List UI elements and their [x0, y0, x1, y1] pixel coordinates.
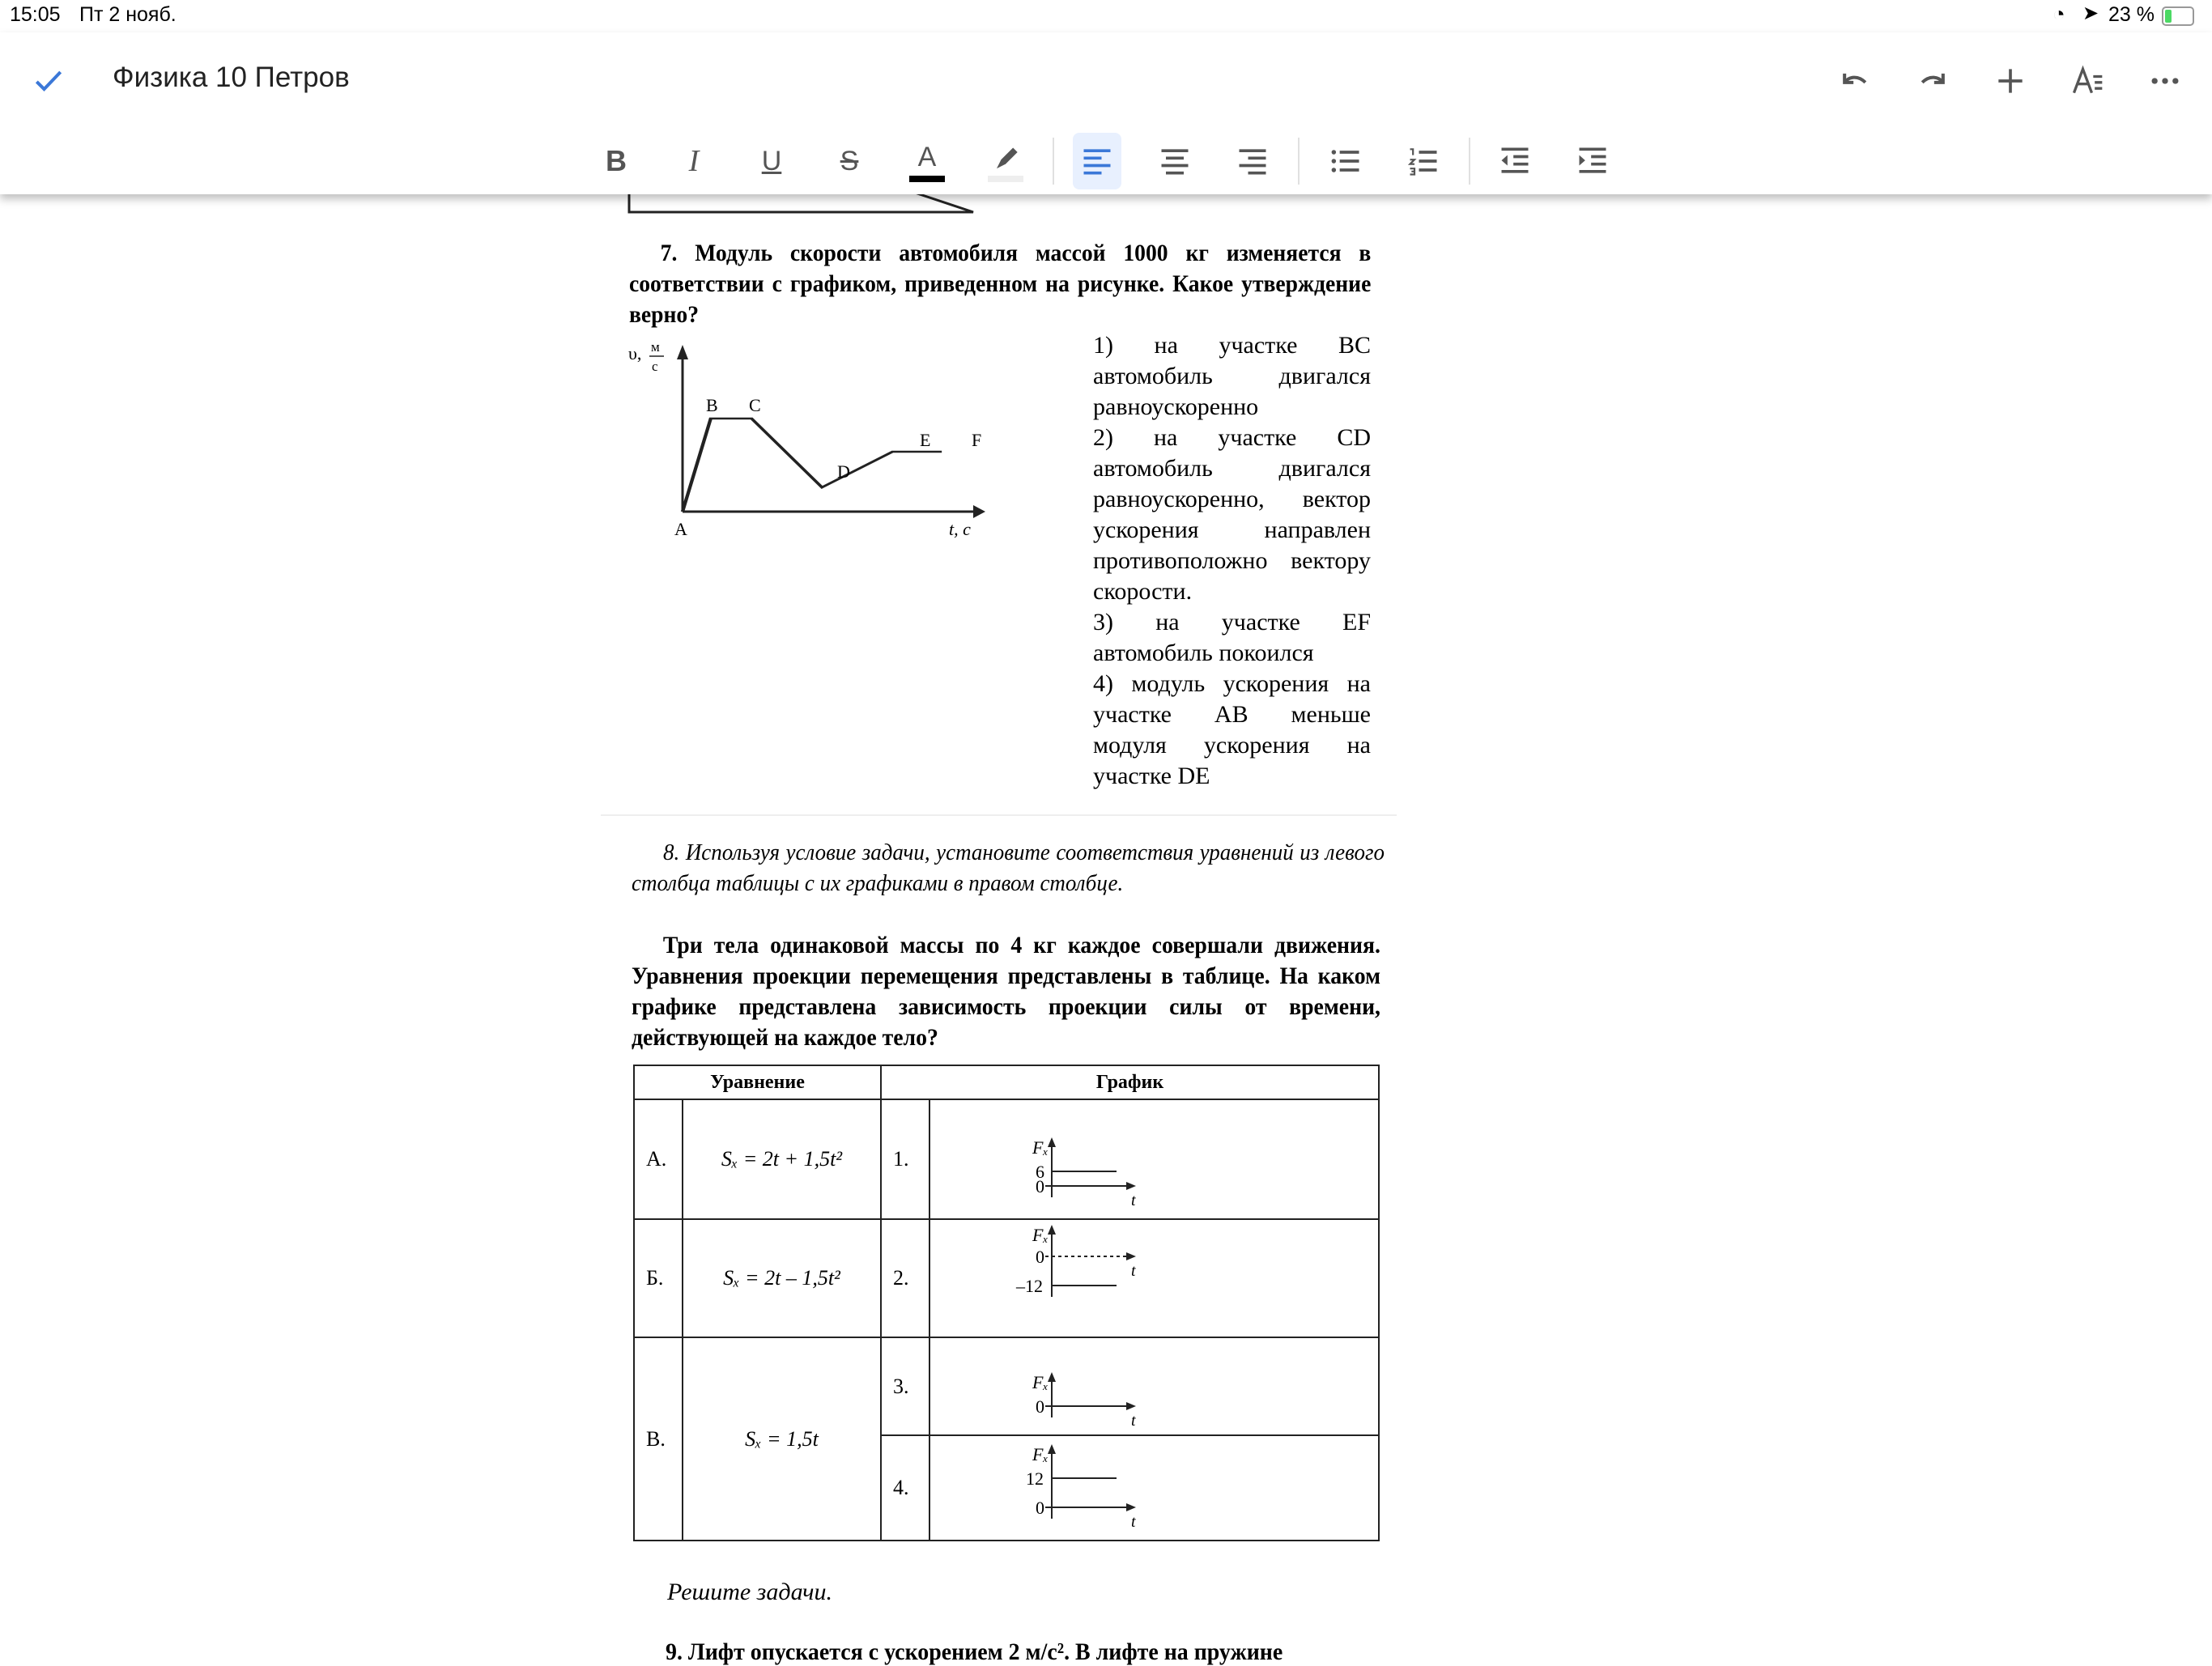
answer-option-1[interactable]: 1) на участке BC автомобиль двигался равноускоренно	[1093, 332, 1371, 420]
y-axis-arrow-icon	[1048, 1225, 1056, 1235]
italic-icon[interactable]: I	[688, 144, 700, 178]
status-date: Пт 2 нояб.	[79, 3, 177, 26]
insert-icon[interactable]	[1986, 57, 2035, 105]
document-title: Физика 10 Петров	[113, 62, 350, 93]
battery-percent: 23 %	[2108, 3, 2155, 26]
page-divider	[601, 814, 1397, 816]
strikethrough-icon[interactable]: S	[840, 145, 859, 176]
done-check-icon[interactable]	[24, 57, 73, 105]
row-letter: Б.	[634, 1219, 683, 1337]
undo-icon[interactable]	[1831, 57, 1879, 105]
y-axis-label: Fₓ	[1032, 1372, 1049, 1392]
wifi-icon: ◔	[2052, 2, 2065, 26]
align-left-icon[interactable]	[1073, 133, 1121, 189]
battery-icon	[2162, 6, 2194, 26]
speed-curve	[683, 419, 942, 512]
toolbar-divider	[1298, 138, 1300, 185]
decrease-indent-icon[interactable]	[1491, 137, 1539, 185]
y-axis-label: υ,	[628, 343, 642, 363]
table-row	[634, 1099, 1379, 1219]
point-a-label: A	[674, 519, 687, 539]
answer-option-4[interactable]: 4) модуль ускорения на участке AB меньше модуля ускорения на участке DE	[1093, 670, 1371, 789]
value-tick-label: 12	[1026, 1468, 1044, 1489]
align-right-icon[interactable]	[1228, 137, 1277, 185]
svg-text:с: с	[652, 359, 658, 374]
problem-7-answers	[1093, 330, 1371, 792]
x-axis-label: t	[1131, 1412, 1136, 1430]
text-format-icon[interactable]	[2063, 57, 2112, 105]
redo-icon[interactable]	[1908, 57, 1957, 105]
x-axis-arrow-icon	[1126, 1402, 1136, 1410]
underline-icon[interactable]: U	[761, 145, 782, 176]
answer-option-3[interactable]: 3) на участке EF автомобиль покоился	[1093, 609, 1371, 666]
y-axis-label: Fₓ	[1032, 1225, 1049, 1245]
point-e-label: E	[920, 430, 931, 450]
table-header-equation: Уравнение	[634, 1065, 881, 1099]
value-tick-label: 6	[1036, 1162, 1044, 1182]
numbered-list-icon[interactable]	[1399, 137, 1448, 185]
force-graph-3	[929, 1337, 1379, 1435]
y-axis-arrow-icon	[1048, 1137, 1056, 1147]
increase-indent-icon[interactable]	[1568, 137, 1617, 185]
table-row	[634, 1219, 1379, 1337]
speed-time-graph	[623, 340, 996, 550]
y-axis-label: Fₓ	[1032, 1444, 1049, 1464]
y-axis-label: Fₓ	[1032, 1137, 1049, 1158]
equation: Sₓ = 1,5t	[683, 1337, 881, 1541]
bulleted-list-icon[interactable]	[1321, 137, 1370, 185]
x-axis-arrow-icon	[1126, 1252, 1136, 1260]
problem-9-partial: 9. Лифт опускается с ускорением 2 м/с². В лифте на пружине	[666, 1638, 1283, 1665]
location-icon: ➤	[2082, 2, 2099, 24]
y-axis-arrow-icon	[677, 345, 688, 359]
matching-table	[633, 1065, 1380, 1541]
table-row	[634, 1337, 1379, 1435]
x-axis-label: t	[1131, 1262, 1136, 1280]
equation: Sₓ = 2t – 1,5t²	[683, 1219, 881, 1337]
force-graph-4	[929, 1435, 1379, 1541]
graph-number: 1.	[881, 1099, 929, 1219]
toolbar-divider	[1053, 138, 1054, 185]
table-header-graph: График	[881, 1065, 1379, 1099]
graph-number: 2.	[881, 1219, 929, 1337]
toolbar-divider	[1469, 138, 1470, 185]
zero-tick-label: 0	[1036, 1396, 1044, 1417]
problem-8-text: Три тела одинаковой массы по 4 кг каждое совершали движения. Уравнения проекции перемещения представлены в таблице. На каком графике представлена зависимость проекции силы от времени, действующей на каждое тело?	[632, 932, 1380, 1051]
text-color-icon[interactable]: A	[903, 137, 951, 185]
align-center-icon[interactable]	[1151, 137, 1199, 185]
graph-number: 3.	[881, 1337, 929, 1435]
point-f-label: F	[972, 430, 982, 450]
x-axis-label: t, c	[949, 519, 971, 539]
highlight-icon[interactable]	[981, 137, 1030, 185]
x-axis-arrow-icon	[1126, 1503, 1136, 1511]
y-axis-arrow-icon	[1048, 1444, 1056, 1454]
previous-figure-fragment	[623, 193, 980, 217]
zero-tick-label: 0	[1036, 1176, 1044, 1196]
point-b-label: B	[706, 395, 718, 415]
svg-text:м: м	[651, 340, 660, 355]
graph-number: 4.	[881, 1435, 929, 1541]
y-axis-arrow-icon	[1048, 1372, 1056, 1382]
problem-7-text: 7. Модуль скорости автомобиля массой 1000 кг изменяется в соответствии с графиком, приведенном на рисунке. Какое утверждение верно?	[629, 240, 1372, 328]
zero-tick-label: 0	[1036, 1247, 1044, 1267]
equation: Sₓ = 2t + 1,5t²	[683, 1099, 881, 1219]
solve-heading: Решите задачи.	[667, 1579, 832, 1605]
status-time: 15:05	[10, 3, 61, 26]
x-axis-label: t	[1131, 1192, 1136, 1209]
point-c-label: C	[749, 395, 761, 415]
problem-8-instruction: 8. Используя условие задачи, установите соответствия уравнений из левого столбца таблицы с их графиками в правом столбце.	[632, 839, 1385, 896]
zero-tick-label: 0	[1036, 1498, 1044, 1518]
status-bar	[0, 0, 2212, 32]
bold-icon[interactable]: B	[606, 144, 627, 177]
x-axis-label: t	[1131, 1513, 1136, 1531]
value-tick-label: –12	[1016, 1276, 1043, 1296]
point-d-label: D	[837, 461, 850, 482]
answer-option-2[interactable]: 2) на участке CD автомобиль двигался равноускоренно, вектор ускорения направлен противоположно вектору скорости.	[1093, 424, 1371, 605]
app-header	[0, 32, 2212, 194]
force-graph-2	[929, 1219, 1379, 1337]
x-axis-arrow-icon	[973, 505, 985, 518]
row-letter: В.	[634, 1337, 683, 1541]
force-graph-1	[929, 1099, 1379, 1219]
more-icon[interactable]	[2141, 57, 2189, 105]
x-axis-arrow-icon	[1126, 1182, 1136, 1190]
row-letter: А.	[634, 1099, 683, 1219]
